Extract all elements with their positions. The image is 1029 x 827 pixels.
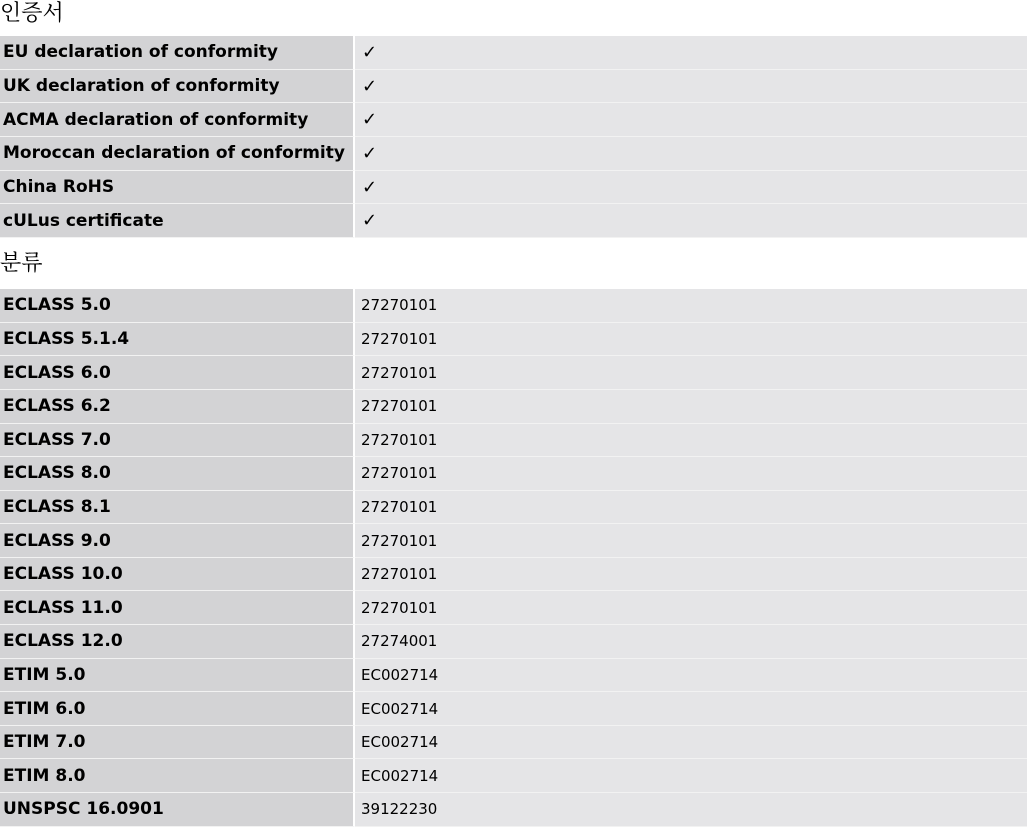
row-value: EC002714 xyxy=(355,759,1027,793)
row-label: ECLASS 6.2 xyxy=(0,390,355,424)
table-row xyxy=(0,424,1027,458)
row-value: EC002714 xyxy=(355,726,1027,760)
classifications-heading: 분류 xyxy=(0,238,1027,289)
table-row xyxy=(0,137,1027,171)
certificates-table-body xyxy=(0,36,1027,238)
checkmark-icon: ✓ xyxy=(362,41,378,63)
row-label: ETIM 8.0 xyxy=(0,759,355,793)
row-label: ECLASS 8.0 xyxy=(0,457,355,491)
row-value xyxy=(355,204,1027,238)
table-row xyxy=(0,491,1027,525)
table-row xyxy=(0,171,1027,205)
row-label: ETIM 5.0 xyxy=(0,659,355,693)
table-row xyxy=(0,36,1027,70)
row-value: 27270101 xyxy=(355,424,1027,458)
table-row xyxy=(0,70,1027,104)
row-label: ETIM 7.0 xyxy=(0,726,355,760)
row-value xyxy=(355,103,1027,137)
certificates-table xyxy=(0,36,1027,238)
row-label: EU declaration of conformity xyxy=(0,36,355,70)
row-label: cULus certificate xyxy=(0,204,355,238)
table-row xyxy=(0,591,1027,625)
row-value: 27270101 xyxy=(355,491,1027,525)
checkmark-icon: ✓ xyxy=(362,176,378,198)
row-label: ECLASS 5.1.4 xyxy=(0,323,355,357)
certificates-heading: 인증서 xyxy=(0,0,1027,36)
row-label: ETIM 6.0 xyxy=(0,692,355,726)
row-value: 27270101 xyxy=(355,524,1027,558)
row-label: Moroccan declaration of conformity xyxy=(0,137,355,171)
checkmark-icon: ✓ xyxy=(362,142,378,164)
row-value xyxy=(355,36,1027,70)
row-label: ECLASS 8.1 xyxy=(0,491,355,525)
table-row xyxy=(0,659,1027,693)
row-value: 27270101 xyxy=(355,289,1027,323)
table-row xyxy=(0,692,1027,726)
row-value: EC002714 xyxy=(355,659,1027,693)
row-value: 27270101 xyxy=(355,591,1027,625)
checkmark-icon: ✓ xyxy=(362,210,378,232)
table-row xyxy=(0,457,1027,491)
row-value: 27270101 xyxy=(355,558,1027,592)
table-row xyxy=(0,356,1027,390)
row-label: UK declaration of conformity xyxy=(0,70,355,104)
table-row xyxy=(0,759,1027,793)
table-row xyxy=(0,204,1027,238)
row-label: ECLASS 9.0 xyxy=(0,524,355,558)
row-value: 27274001 xyxy=(355,625,1027,659)
row-value: 39122230 xyxy=(355,793,1027,827)
checkmark-icon: ✓ xyxy=(362,109,378,131)
row-label: China RoHS xyxy=(0,171,355,205)
row-label: ECLASS 6.0 xyxy=(0,356,355,390)
table-row xyxy=(0,726,1027,760)
row-label: ACMA declaration of conformity xyxy=(0,103,355,137)
row-label: ECLASS 10.0 xyxy=(0,558,355,592)
row-value xyxy=(355,137,1027,171)
table-row xyxy=(0,558,1027,592)
row-value: EC002714 xyxy=(355,692,1027,726)
table-row xyxy=(0,103,1027,137)
table-row xyxy=(0,524,1027,558)
row-value xyxy=(355,171,1027,205)
row-value: 27270101 xyxy=(355,323,1027,357)
row-value: 27270101 xyxy=(355,390,1027,424)
table-row xyxy=(0,323,1027,357)
table-row xyxy=(0,289,1027,323)
row-label: UNSPSC 16.0901 xyxy=(0,793,355,827)
row-label: ECLASS 11.0 xyxy=(0,591,355,625)
row-value: 27270101 xyxy=(355,356,1027,390)
table-row xyxy=(0,390,1027,424)
table-row xyxy=(0,625,1027,659)
checkmark-icon: ✓ xyxy=(362,75,378,97)
classifications-table xyxy=(0,289,1027,827)
row-label: ECLASS 5.0 xyxy=(0,289,355,323)
row-value: 27270101 xyxy=(355,457,1027,491)
classifications-table-body xyxy=(0,289,1027,827)
row-label: ECLASS 12.0 xyxy=(0,625,355,659)
row-value xyxy=(355,70,1027,104)
row-label: ECLASS 7.0 xyxy=(0,424,355,458)
